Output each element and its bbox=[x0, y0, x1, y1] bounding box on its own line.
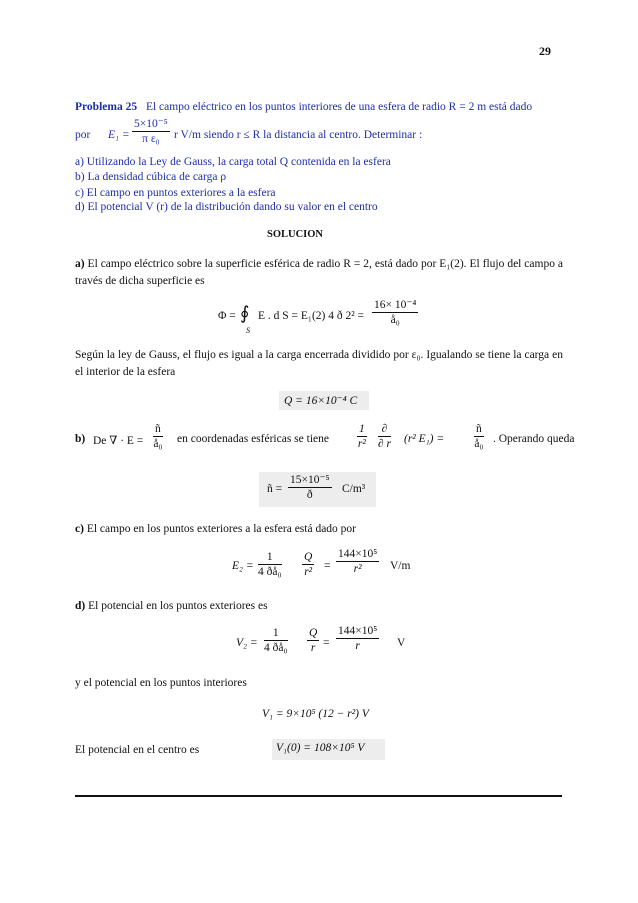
part-b-text2: en coordenadas esféricas se tiene bbox=[177, 433, 329, 445]
b-frac3 bbox=[378, 423, 391, 450]
e1-lhs: E₁ = bbox=[108, 129, 130, 141]
part-a-text bbox=[75, 256, 563, 290]
e2-frac3 bbox=[336, 548, 379, 575]
b-frac4-num: ñ bbox=[476, 423, 482, 435]
b-frac4-den: å₀ bbox=[474, 438, 484, 450]
problem-statement-line bbox=[75, 101, 532, 113]
item-a: a) Utilizando la Ley de Gauss, la carga total Q contenida en la esfera bbox=[75, 156, 391, 168]
v2-frac2 bbox=[307, 627, 319, 654]
e2-frac1 bbox=[258, 551, 282, 578]
v2-equals: = bbox=[323, 637, 330, 649]
b-frac2-num: 1 bbox=[359, 423, 365, 435]
b-frac3-den: ∂ r bbox=[378, 438, 392, 450]
rho-lhs: ñ = bbox=[267, 483, 283, 495]
e1-tail: r V/m siendo r ≤ R la distancia al centro. Determinar : bbox=[174, 129, 423, 141]
page-number: 29 bbox=[539, 44, 551, 58]
e2-frac3-num: 144×10⁵ bbox=[338, 548, 378, 560]
gauss-text: Según la ley de Gauss, el flujo es igual a la carga encerrada dividido por ε₀. Igualando se tiene la carga en el interior de la esfera bbox=[75, 349, 563, 378]
b-frac3-num: ∂ bbox=[378, 423, 391, 437]
v1-formula: V₁ = 9×10⁵ (12 − r²) V bbox=[262, 708, 369, 720]
item-c: c) El campo en puntos exteriores a la esfera bbox=[75, 187, 276, 199]
solucion-heading: SOLUCION bbox=[267, 229, 324, 240]
v2-frac3 bbox=[336, 625, 379, 652]
por-label: por bbox=[75, 129, 91, 141]
rho-unit: C/m³ bbox=[342, 483, 366, 495]
item-b: b) La densidad cúbica de carga ρ bbox=[75, 171, 227, 183]
v2-frac3-den: r bbox=[355, 640, 360, 652]
flux-middle: E . d S = E₁(2) 4 ð 2² = bbox=[258, 310, 365, 322]
b-frac2-den: r² bbox=[357, 438, 366, 450]
rho-fraction bbox=[288, 472, 332, 501]
part-b-text1: De ∇ · E = bbox=[93, 435, 144, 447]
bottom-rule bbox=[75, 795, 562, 797]
v2-frac1-den: 4 ðå₀ bbox=[264, 642, 288, 654]
v2-lhs: V₂ = bbox=[236, 637, 258, 649]
part-d-line bbox=[75, 600, 268, 612]
part-c-text: El campo en los puntos exteriores a la esfera está dado por bbox=[86, 523, 357, 535]
v2-frac2-num: Q bbox=[309, 627, 318, 639]
e2-frac1-den: 4 ðå₀ bbox=[258, 566, 282, 578]
v2-unit: V bbox=[397, 637, 406, 649]
e2-unit: V/m bbox=[390, 560, 411, 572]
b-frac1 bbox=[153, 423, 163, 450]
part-b-label: b) bbox=[75, 433, 86, 445]
e2-frac2-den: r² bbox=[304, 566, 313, 578]
e2-frac1-num: 1 bbox=[258, 551, 282, 565]
b-frac4 bbox=[474, 423, 484, 450]
e2-frac2 bbox=[302, 551, 314, 578]
e1-denominator: π ε₀ bbox=[142, 133, 160, 145]
e1-numerator: 5×10⁻⁵ bbox=[134, 118, 168, 130]
problem-statement: El campo eléctrico en los puntos interiores de una esfera de radio R = 2 m está dado bbox=[145, 101, 533, 113]
part-b-text3: . Operando queda bbox=[493, 433, 575, 445]
flux-integral: ∮ bbox=[240, 303, 250, 323]
part-c-line bbox=[75, 523, 356, 535]
q-result: Q = 16×10⁻⁴ C bbox=[284, 395, 358, 407]
v2-frac2-den: r bbox=[310, 642, 316, 654]
e2-lhs: E₂ = bbox=[232, 560, 254, 572]
rho-denominator: ð bbox=[306, 489, 313, 501]
flux-numerator: 16× 10⁻⁴ bbox=[374, 299, 417, 311]
part-a-label: a) bbox=[75, 258, 85, 270]
item-d: d) El potencial V (r) de la distribución dando su valor en el centro bbox=[75, 201, 378, 213]
b-frac1-num: ñ bbox=[155, 423, 161, 435]
e2-equals: = bbox=[324, 560, 331, 572]
flux-lhs: Φ = bbox=[218, 310, 236, 322]
flux-denominator: å₀ bbox=[390, 314, 400, 326]
b-frac1-den: å₀ bbox=[153, 438, 163, 450]
b-paren: (r² E₁) = bbox=[404, 433, 445, 445]
e2-frac3-den: r² bbox=[353, 563, 362, 575]
part-d-label: d) bbox=[75, 600, 86, 612]
problem-label: Problema 25 bbox=[75, 101, 138, 113]
flux-fraction bbox=[372, 297, 418, 326]
part-a-body: El campo eléctrico sobre la superficie esférica de radio R = 2, está dado por E₁(2). El flujo del campo a través de dicha superficie es bbox=[75, 258, 564, 287]
e1-fraction bbox=[132, 116, 170, 145]
rho-numerator: 15×10⁻⁵ bbox=[290, 474, 330, 486]
v1-center: V₁(0) = 108×10⁵ V bbox=[276, 742, 365, 754]
part-c-label: c) bbox=[75, 523, 84, 535]
centro-text: El potencial en el centro es bbox=[75, 744, 200, 756]
b-frac2 bbox=[357, 423, 367, 450]
interior-text: y el potencial en los puntos interiores bbox=[75, 677, 247, 689]
part-d-text: El potencial en los puntos exteriores es bbox=[88, 600, 268, 612]
v2-frac1 bbox=[264, 627, 288, 654]
flux-surface: S bbox=[246, 326, 250, 335]
v2-frac3-num: 144×10⁵ bbox=[338, 625, 378, 637]
e2-frac2-num: Q bbox=[304, 551, 313, 563]
v2-frac1-num: 1 bbox=[264, 627, 288, 641]
